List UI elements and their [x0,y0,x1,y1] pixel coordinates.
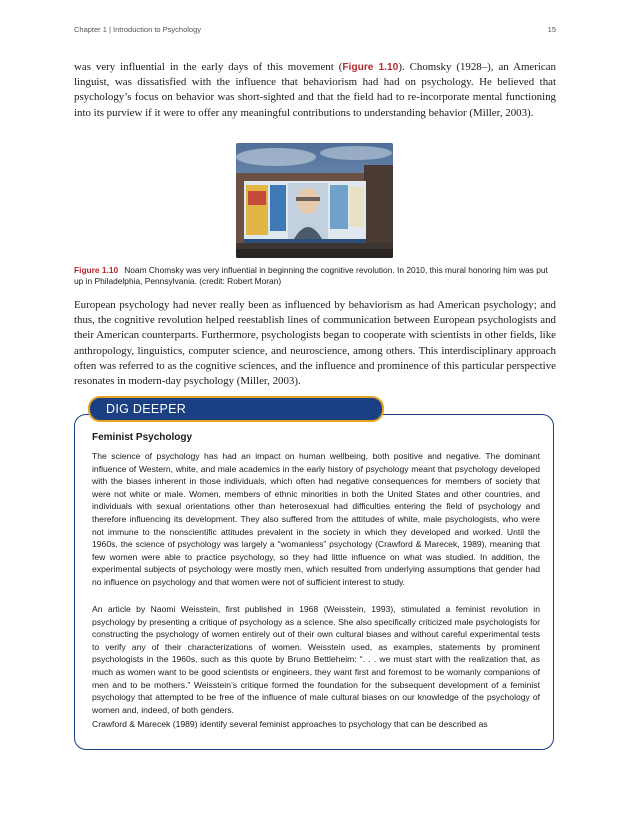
dig-deeper-tab [88,396,384,422]
feature-paragraph-1: The science of psychology has had an impact on human wellbeing, both positive and negative. The dominant influence of Western, white, and male academics in the early history of psychology meant that psychology developed with the biases inherent in those individuals, which often had negative consequences for members of society that were not white or male. Women, members of ethnic minorities in both the United States and other countries, and individuals with sexual orientations other than heterosexual had difficulties entering the field of psychology and therefore influencing its development. They also suffered from the attitudes of white, male psychologists, who were not immune to the nonscientific attitudes prevalent in the society in which they developed and worked. Until the 1960s, the science of psychology was largely a “womanless” psychology (Crawford & Marecek, 1989), meaning that few women were able to practice psychology, so they had little influence on what was studied. In addition, the experimental subjects of psychology were mostly men, which resulted from underlying assumptions that gender had no influence on psychology and that women were not of sufficient interest to study. [92,451,540,587]
chomsky-mural-photo [236,143,393,258]
figure-caption-label: Figure 1.10 [74,265,119,275]
body-paragraph-2: European psychology had never really been as influenced by behaviorism as had American psychology; and thus, the cognitive revolution helped reestablish lines of communication between European psychologists and their American counterparts. Furthermore, psychologists began to cooperate with scientists in other fields, like anthropology, linguistics, computer science, and neuroscience, among others. This interdisciplinary approach often was referred to as the cognitive sciences, and the influence and prominence of this particular perspective resonates in modern-day psychology (Miller, 2003). [74,299,556,388]
running-header-chapter: Chapter 1 | Introduction to Psychology [74,25,202,34]
paragraph-1-text-after: ). Chomsky (1928–), an American linguist, was dissatisfied with the influence that behaviorism had had on psychology. He believed that psychology’s focus on behavior was short-sighted and that the field had to re-incorporate mental functioning into its purview if it were to offer any meaningful contributions to understanding behavior (Miller, 2003). [74,61,557,119]
dig-deeper-label: DIG DEEPER [106,402,187,416]
paragraph-1-text-before: was very influential in the early days of this movement ( [74,61,343,73]
figure-caption [74,265,556,287]
figure-reference-link[interactable]: Figure 1.10 [342,62,399,73]
feature-paragraph-3: Crawford & Marecek (1989) identify several feminist approaches to psychology that can be described as [92,719,488,729]
figure-caption-text: Noam Chomsky was very influential in beginning the cognitive revolution. In 2010, this mural honoring him was put up in Philadelphia, Pennsylvania. (credit: Robert Moran) [74,265,548,286]
feature-title: Feminist Psychology [92,432,193,443]
body-paragraph-1 [74,60,556,121]
page-number: 15 [547,25,556,34]
feature-paragraph-2: An article by Naomi Weisstein, first published in 1968 (Weisstein, 1993), stimulated a feminist revolution in psychology by presenting a critique of psychology as a science. She also specifically criticized male psychologists for constructing the psychology of women entirely out of their own cultural biases and without careful experimental tests to verify any of their characterizations of women. Weisstein used, as examples, statements by prominent psychologists in the 1960s, such as this quote by Bruno Bettleheim: “. . . we must start with the realization that, as much as women want to be good scientists or engineers, they want first and foremost to be womanly companions of men and to be mothers.” Weisstein’s critique formed the foundation for the subsequent development of a feminist psychology that attempted to be free of the influence of male cultural biases on our knowledge of the psychology of women and, indeed, of both genders. [92,604,540,715]
